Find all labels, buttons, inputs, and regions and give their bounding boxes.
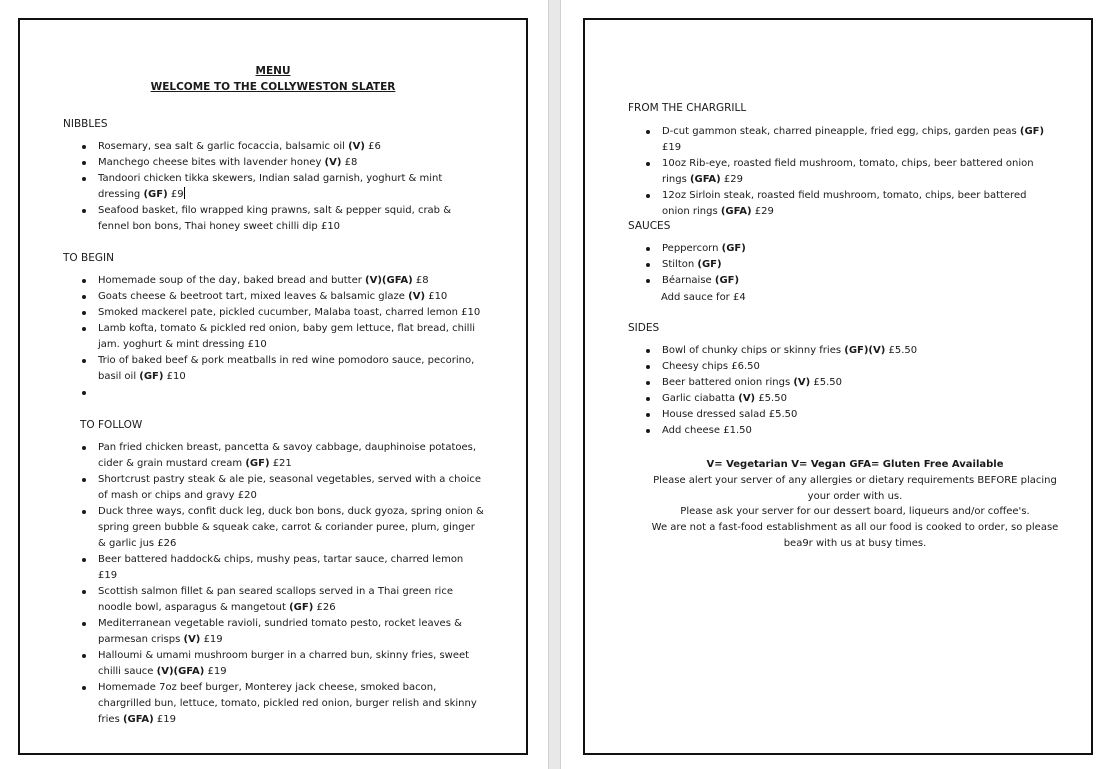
menu-item-text: 10oz Rib-eye, roasted field mushroom, tomato, chips, beer battered onion rings [662, 158, 1034, 185]
menu-item [64, 353, 484, 385]
menu-item [64, 155, 484, 171]
dietary-tag: (GF) [697, 259, 722, 270]
menu-item [628, 359, 1048, 375]
menu-item-text: Duck three ways, confit duck leg, duck bon bons, duck gyoza, spring onion & spring green bubble & squeak cake, carrot & coriander puree, plum, ginger & garlic jus £26 [98, 506, 484, 549]
sides-list [628, 343, 1048, 439]
menu-item [64, 289, 484, 305]
dietary-tag: (V) [348, 141, 365, 152]
menu-item-price: £5.50 [885, 345, 918, 356]
menu-item-text: Smoked mackerel pate, pickled cucumber, Malaba toast, charred lemon £10 [98, 307, 481, 318]
menu-item-text: Homemade 7oz beef burger, Monterey jack cheese, smoked bacon, chargrilled bun, lettuce, tomato, pickled red onion, burger relish and skinny fries [98, 682, 477, 725]
menu-item [628, 343, 1048, 359]
menu-item-price: £19 [662, 142, 682, 153]
menu-item [64, 203, 484, 235]
menu-item [628, 391, 1048, 407]
menu-item-text: Béarnaise [662, 275, 715, 286]
menu-item-text: Bowl of chunky chips or skinny fries [662, 345, 845, 356]
menu-item-price: £5.50 [755, 393, 787, 404]
menu-item-text: Beer battered onion rings [662, 377, 794, 388]
menu-item [64, 616, 484, 648]
nibbles-list [64, 139, 484, 235]
dietary-tag: (GF) [139, 371, 164, 382]
menu-item [64, 440, 484, 472]
to-follow-list [64, 440, 484, 728]
menu-item [64, 648, 484, 680]
dietary-legend: V= Vegetarian V= Vegan GFA= Gluten Free Available [706, 459, 1004, 470]
menu-item-price: £26 [313, 602, 336, 613]
menu-item [64, 273, 484, 289]
menu-item-text: Rosemary, sea salt & garlic focaccia, balsamic oil [98, 141, 349, 152]
dietary-tag: (GFA) [122, 714, 154, 725]
menu-item-text: Lamb kofta, tomato & pickled red onion, baby gem lettuce, flat bread, chilli jam. yoghurt & mint dressing £10 [98, 323, 476, 350]
menu-item [628, 273, 1048, 289]
dietary-tag: (GF) [1019, 126, 1045, 137]
menu-item [64, 472, 484, 504]
menu-title: MENU [255, 65, 291, 77]
menu-subtitle: WELCOME TO THE COLLYWESTON SLATER [150, 81, 396, 93]
menu-item-text: Trio of baked beef & pork meatballs in red wine pomodoro sauce, pecorino, basil oil [98, 355, 475, 382]
dietary-tag: (GFA) [720, 206, 752, 217]
sides-heading: SIDES [628, 322, 660, 334]
chargrill-list [628, 124, 1048, 220]
sauces-list [628, 241, 1048, 289]
dietary-tag: (V)(GFA) [156, 666, 205, 677]
menu-item [628, 375, 1048, 391]
menu-item-price: £29 [720, 174, 744, 185]
menu-item [628, 124, 1048, 156]
document-page-2 [583, 18, 1093, 755]
menu-item [628, 257, 1048, 273]
menu-item-price: £6 [364, 141, 381, 152]
menu-item-text: Garlic ciabatta [662, 393, 739, 404]
dietary-tag: (V) [408, 291, 426, 302]
menu-item [64, 305, 484, 321]
menu-item [64, 321, 484, 353]
dietary-tag: (GF)(V) [844, 345, 886, 356]
dietary-tag: (V)(GFA) [365, 275, 413, 286]
menu-item [628, 423, 1048, 439]
menu-item [628, 407, 1048, 423]
text-cursor [184, 187, 185, 199]
menu-item [64, 584, 484, 616]
menu-item-text: Manchego cheese bites with lavender honey [98, 157, 325, 168]
menu-item-price: £10 [425, 291, 448, 302]
menu-item-price: £19 [153, 714, 176, 725]
menu-item-text: 12oz Sirloin steak, roasted field mushroom, tomato, chips, beer battered onion rings [662, 190, 1027, 217]
menu-item [64, 504, 484, 552]
menu-item-price: £19 [204, 666, 227, 677]
to-begin-heading: TO BEGIN [63, 252, 114, 264]
dietary-tag: (GFA) [689, 174, 721, 185]
menu-item-text: D-cut gammon steak, charred pineapple, fried egg, chips, garden peas [662, 126, 1020, 137]
menu-item-text: Scottish salmon fillet & pan seared scallops served in a Thai green rice noodle bowl, asparagus & mangetout [98, 586, 453, 613]
sauce-note: Add sauce for £4 [661, 292, 746, 303]
menu-item-price: £10 [163, 371, 186, 382]
menu-item [64, 385, 484, 401]
menu-item-price: £9 [167, 189, 184, 200]
menu-item-text: House dressed salad £5.50 [662, 409, 798, 420]
menu-item [64, 680, 484, 728]
menu-item-price: £19 [200, 634, 223, 645]
menu-item-text: Goats cheese & beetroot tart, mixed leaves & balsamic glaze [98, 291, 409, 302]
menu-item-text: Pan fried chicken breast, pancetta & savoy cabbage, dauphinoise potatoes, cider & grain mustard cream [98, 442, 477, 469]
dietary-tag: (GF) [714, 275, 740, 286]
dietary-tag: (V) [324, 157, 342, 168]
menu-item-text: Peppercorn [662, 243, 722, 254]
menu-item [64, 552, 484, 584]
dietary-tag: (V) [183, 634, 201, 645]
menu-item-text: Shortcrust pastry steak & ale pie, seasonal vegetables, served with a choice of mash or chips and gravy £20 [98, 474, 481, 501]
to-follow-heading: TO FOLLOW [80, 419, 143, 431]
menu-item [628, 188, 1048, 220]
menu-item-price: £8 [412, 275, 429, 286]
dietary-tag: (GF) [289, 602, 314, 613]
menu-item-price: £8 [341, 157, 358, 168]
document-page-1 [18, 18, 528, 755]
menu-item-text: Stilton [662, 259, 698, 270]
busy-notice: We are not a fast-food establishment as all our food is cooked to order, so please bea9r with us at busy times. [651, 522, 1059, 549]
sauces-heading: SAUCES [628, 220, 671, 232]
menu-item-text: Seafood basket, filo wrapped king prawns, salt & pepper squid, crab & fennel bon bons, Thai honey sweet chilli dip £10 [98, 205, 452, 232]
to-begin-list [64, 273, 484, 401]
dietary-tag: (V) [738, 393, 756, 404]
menu-item-price: £21 [269, 458, 292, 469]
menu-item [628, 156, 1048, 188]
menu-item-text: Add cheese £1.50 [662, 425, 752, 436]
menu-item-price: £29 [751, 206, 774, 217]
menu-item-price: £5.50 [810, 377, 843, 388]
menu-item [64, 139, 484, 155]
dessert-notice: Please ask your server for our dessert board, liqueurs and/or coffee's. [680, 506, 1030, 517]
dietary-tag: (V) [793, 377, 811, 388]
dietary-tag: (GF) [245, 458, 270, 469]
page-gutter [548, 0, 561, 769]
nibbles-heading: NIBBLES [63, 118, 108, 130]
menu-item-text: Homemade soup of the day, baked bread and butter [98, 275, 366, 286]
chargrill-heading: FROM THE CHARGRILL [628, 102, 747, 114]
menu-item-text: Halloumi & umami mushroom burger in a charred bun, skinny fries, sweet chilli sauce [98, 650, 470, 677]
dietary-tag: (GF) [721, 243, 746, 254]
menu-item [64, 171, 484, 203]
menu-item-text: Tandoori chicken tikka skewers, Indian salad garnish, yoghurt & mint dressing [98, 173, 443, 200]
menu-item-text: Mediterranean vegetable ravioli, sundried tomato pesto, rocket leaves & parmesan crisps [98, 618, 462, 645]
menu-item [628, 241, 1048, 257]
dietary-tag: (GF) [143, 189, 168, 200]
allergy-notice: Please alert your server of any allergies or dietary requirements BEFORE placing your order with us. [653, 475, 1057, 502]
menu-item-text: Beer battered haddock& chips, mushy peas, tartar sauce, charred lemon £19 [98, 554, 464, 581]
menu-item-text: Cheesy chips £6.50 [662, 361, 760, 372]
